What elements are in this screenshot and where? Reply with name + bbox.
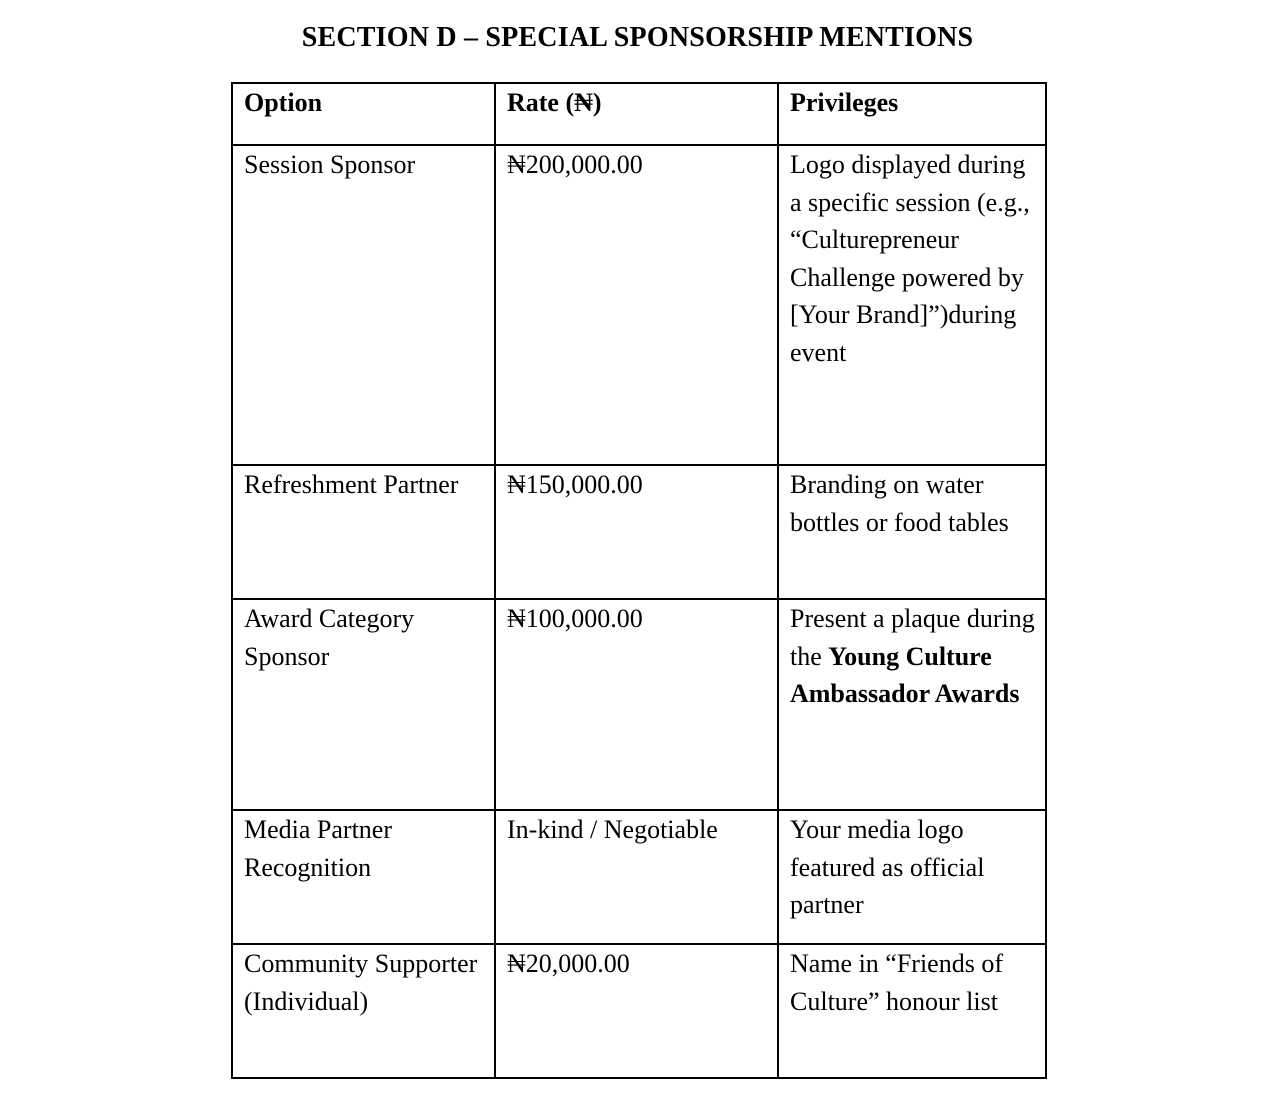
rate-cell: ₦200,000.00: [495, 145, 778, 465]
table-row: [232, 810, 1046, 944]
rate-cell: ₦100,000.00: [495, 599, 778, 810]
option-cell: Session Sponsor: [232, 145, 495, 465]
table-row: [232, 465, 1046, 599]
option-cell: Media Partner Recognition: [232, 810, 495, 944]
privileges-cell: Name in “Friends of Culture” honour list: [778, 944, 1046, 1078]
rate-cell: In-kind / Negotiable: [495, 810, 778, 944]
privileges-cell: [778, 599, 1046, 810]
table-row: [232, 944, 1046, 1078]
sponsorship-table: [231, 82, 1047, 1079]
header-privileges: Privileges: [778, 83, 1046, 145]
privileges-cell: Branding on water bottles or food tables: [778, 465, 1046, 599]
privileges-cell: Your media logo featured as official partner: [778, 810, 1046, 944]
table-header-row: [232, 83, 1046, 145]
option-cell: Refreshment Partner: [232, 465, 495, 599]
privileges-cell: Logo displayed during a specific session (e.g., “Culturepreneur Challenge powered by [Your Brand]”)during event: [778, 145, 1046, 465]
page-title: SECTION D – SPECIAL SPONSORSHIP MENTIONS: [301, 22, 974, 53]
rate-cell: ₦20,000.00: [495, 944, 778, 1078]
header-rate: Rate (₦): [495, 83, 778, 145]
award-name: Young Culture Ambassador Awards: [790, 641, 1020, 708]
option-cell: Award Category Sponsor: [232, 599, 495, 810]
header-option: Option: [232, 83, 495, 145]
table-row: [232, 599, 1046, 810]
option-cell: Community Supporter (Individual): [232, 944, 495, 1078]
table-row: [232, 145, 1046, 465]
privileges-text: Present a plaque during the: [790, 604, 1035, 671]
rate-cell: ₦150,000.00: [495, 465, 778, 599]
